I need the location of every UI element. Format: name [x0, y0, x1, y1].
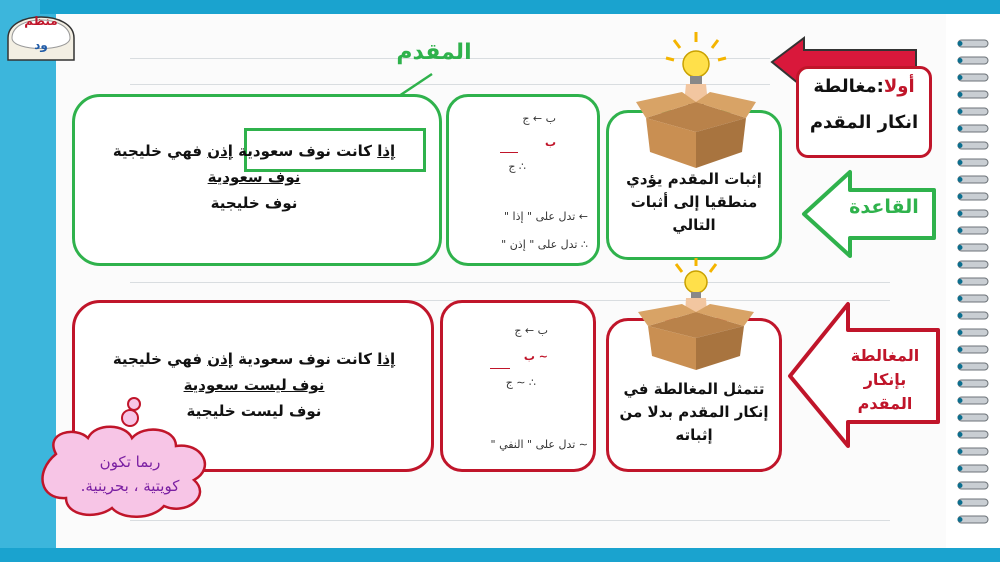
rule-logic-bar: [500, 152, 518, 153]
cloud-l1: ربما تكون: [99, 453, 161, 471]
lightbulb-box-icon: [636, 256, 756, 372]
spiral-hole: [958, 466, 963, 471]
spiral-hole: [958, 517, 963, 522]
spiral-hole: [958, 109, 963, 114]
rule-ex-mid: كانت نوف سعودية: [232, 142, 378, 160]
spiral-hole: [958, 245, 963, 250]
rule-logic-n2: ∴ تدل على " إذن ": [501, 238, 588, 251]
ruled-line: [130, 520, 890, 521]
spiral-hole: [958, 177, 963, 182]
fallacy-arrow-l1: المغالطة: [850, 346, 920, 365]
cloud-l2: كويتية ، بحرينية.: [80, 477, 180, 495]
spiral-hole: [958, 415, 963, 420]
title-line1: [800, 76, 928, 97]
spiral-hole: [958, 160, 963, 165]
rule-desc: [612, 168, 776, 237]
fallacy-arrow-label: [838, 344, 932, 416]
fallacy-logic-n1: ∽ تدل على " النفي ": [490, 438, 588, 451]
fallacy-ex-mid: كانت نوف سعودية: [232, 350, 378, 368]
rule-logic-l1: ب ← ج: [522, 112, 556, 125]
rule-arrow-label: القاعدة: [849, 196, 919, 218]
spiral-hole: [958, 58, 963, 63]
spiral-hole: [958, 143, 963, 148]
rule-ex-line1: [84, 138, 424, 164]
spiral-hole: [958, 279, 963, 284]
rule-logic-l3: ∴ ج: [508, 160, 526, 173]
fallacy-ex-line2: نوف ليست سعودية: [183, 376, 325, 394]
spiral-hole: [958, 483, 963, 488]
rule-ex-then: إذن: [207, 142, 233, 160]
spiral-hole: [958, 500, 963, 505]
rule-example: [84, 138, 424, 216]
spiral-hole: [958, 41, 963, 46]
cloud-text: [40, 450, 220, 498]
premise-label: المقدم: [396, 40, 472, 65]
fallacy-ex-end: فهي خليجية: [112, 350, 208, 368]
fallacy-ex-line1: [82, 346, 426, 372]
ruled-line: [130, 282, 890, 283]
spiral-hole: [958, 432, 963, 437]
rule-ex-line2: نوف سعودية: [207, 168, 301, 186]
fallacy-desc: [612, 378, 776, 447]
fallacy-desc-l2: إنكار المقدم بدلا من: [619, 403, 769, 421]
spiral-hole: [958, 364, 963, 369]
spiral-binding: [952, 0, 1000, 562]
title-sep: :: [876, 76, 884, 97]
rule-desc-l2: منطقيا إلى أثبات: [630, 193, 758, 211]
spiral-hole: [958, 75, 963, 80]
spiral-hole: [958, 211, 963, 216]
rule-ex-line3: نوف خليجية: [210, 194, 298, 212]
fallacy-arrow-l2: بإنكار: [863, 370, 907, 389]
fallacy-desc-l3: إثباته: [675, 426, 713, 444]
fallacy-desc-l1: تتمثل المغالطة في: [623, 380, 765, 398]
bottom-frame: [0, 548, 1000, 562]
fallacy-logic-l1: ب ← ج: [514, 324, 548, 337]
spiral-hole: [958, 381, 963, 386]
lightbulb-box-icon: [636, 28, 756, 170]
rule-ex-if: إذا: [377, 142, 396, 160]
spiral-hole: [958, 194, 963, 199]
rule-desc-l3: التالي: [672, 216, 716, 234]
badge-line1: منظم: [24, 14, 58, 28]
spiral-hole: [958, 262, 963, 267]
rule-desc-l1: إثبات المقدم يؤدي: [626, 170, 762, 188]
spiral-hole: [958, 296, 963, 301]
rule-logic-n1: ← تدل على " إذا ": [503, 210, 588, 223]
rule-logic-l2: ب: [544, 136, 556, 149]
rule-ex-end: فهي خليجية: [112, 142, 208, 160]
top-frame: [40, 0, 1000, 14]
fallacy-logic-l3: ∴ ∽ ج: [505, 376, 536, 389]
fallacy-logic-bar: [490, 368, 510, 369]
badge-shape: [4, 2, 78, 66]
spiral-hole: [958, 330, 963, 335]
spiral-hole: [958, 347, 963, 352]
spiral-hole: [958, 449, 963, 454]
spiral-hole: [958, 126, 963, 131]
spiral-hole: [958, 228, 963, 233]
title-prefix: أولا: [883, 76, 915, 97]
spiral-hole: [958, 92, 963, 97]
badge-line2: ود: [34, 38, 48, 52]
fallacy-arrow-l3: المقدم: [857, 394, 913, 413]
fallacy-ex-if: إذا: [377, 350, 396, 368]
spiral-hole: [958, 313, 963, 318]
fallacy-ex-line3: نوف ليست خليجية: [186, 402, 322, 420]
title-line2: انكار المقدم: [809, 112, 919, 133]
fallacy-ex-then: إذن: [207, 350, 233, 368]
title-rest: مغالطة: [813, 76, 877, 97]
spiral-hole: [958, 398, 963, 403]
fallacy-logic-l2: ∽ ب: [523, 350, 548, 363]
